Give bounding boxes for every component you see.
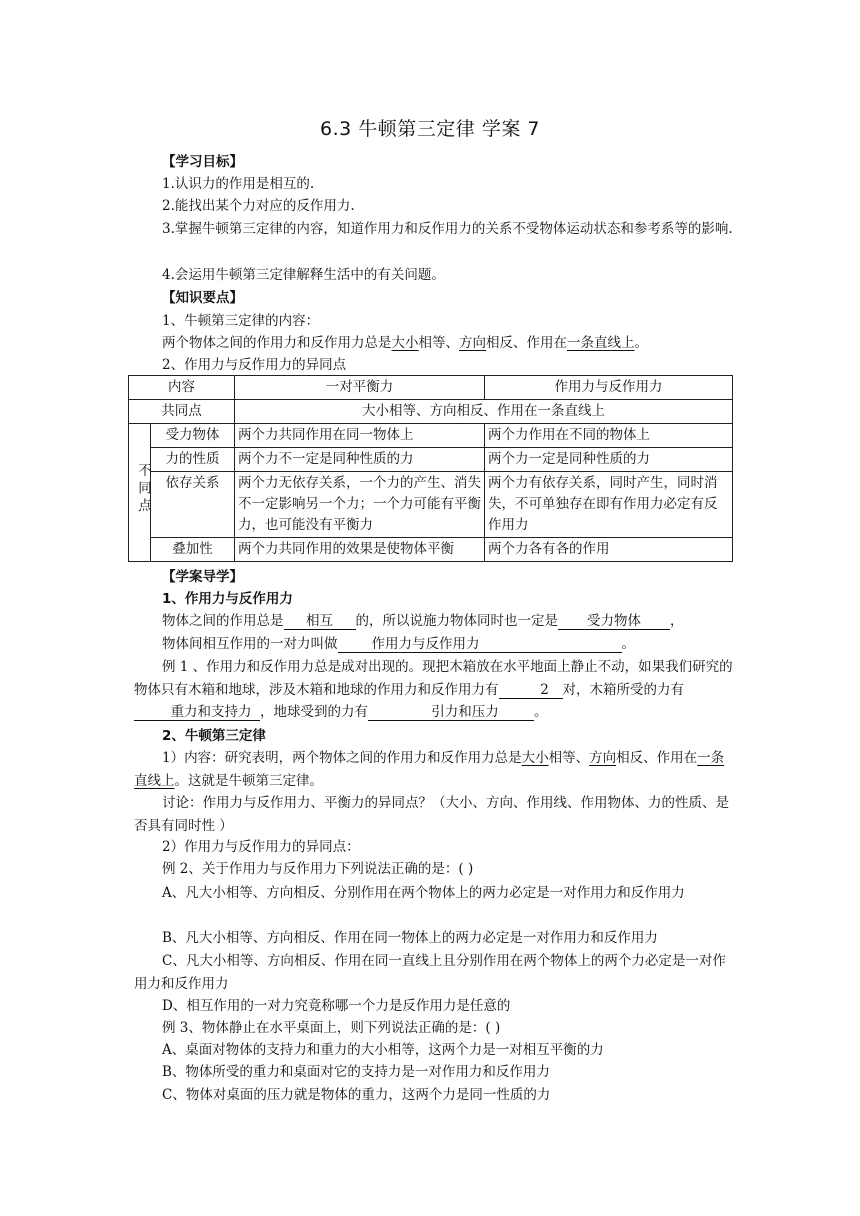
header-cell: 作用力与反作用力 xyxy=(485,376,733,400)
row-label: 依存关系 xyxy=(151,472,235,538)
keyword: 方向 xyxy=(459,335,486,351)
keyword: 大小 xyxy=(521,750,549,766)
law-content: 1）内容：研究表明，两个物体之间的作用力和反作用力总是大小相等、方向相反、作用在一条直线上。这就是牛顿第三定律。 xyxy=(134,750,725,789)
comparison-table xyxy=(128,375,733,562)
goals-heading: 【学习目标】 xyxy=(162,154,243,170)
table-row xyxy=(129,424,733,448)
row-label: 共同点 xyxy=(129,400,235,424)
table-cell: 两个力作用在不同的物体上 xyxy=(485,424,733,448)
goal-item: 3.掌握牛顿第三定律的内容，知道作用力和反作用力的关系不受物体运动状态和参考系等的影响. xyxy=(162,221,733,237)
fill-in-sentence: 物体之间的作用总是 相互 的，所以说施力物体同时也一定是 受力物体 ， xyxy=(162,613,684,629)
page-title: 6.3 牛顿第三定律 学案 7 xyxy=(320,118,540,140)
option: A、桌面对物体的支持力和重力的大小相等，这两个力是一对相互平衡的力 xyxy=(162,1042,604,1058)
table-cell: 两个力共同作用在同一物体上 xyxy=(235,424,485,448)
goal-item: 1.认识力的作用是相互的. xyxy=(162,176,315,192)
table-row xyxy=(129,400,733,424)
example-1: 例 1 、作用力和反作用力总是成对出现的。现把木箱放在水平地面上静止不动，如果我们研究的物体只有木箱和地球，涉及木箱和地球的作用力和反作用力有 2 对，木箱所受的力有重力和支持力 ，地球受到的力有 引力和压力 。 xyxy=(134,659,733,720)
option: C、凡大小相等、方向相反、作用在同一直线上且分别作用在两个物体上的两个力必定是一对作用力和反作用力 xyxy=(134,953,726,992)
answer-blank: 作用力与反作用力 xyxy=(338,636,622,653)
option: B、物体所受的重力和桌面对它的支持力是一对作用力和反作用力 xyxy=(162,1064,550,1080)
knowledge-heading: 【知识要点】 xyxy=(162,290,243,306)
table-cell: 两个力共同作用的效果是使物体平衡 xyxy=(235,538,485,562)
table-cell: 两个力一定是同种性质的力 xyxy=(485,448,733,472)
keyword: 方向 xyxy=(589,750,617,766)
answer-blank: 重力和支持力 xyxy=(134,704,260,721)
table-row xyxy=(129,448,733,472)
section-title: 1、作用力与反作用力 xyxy=(162,591,293,607)
diff-label: 不同点 xyxy=(129,424,151,562)
table-cell: 两个力各有各的作用 xyxy=(485,538,733,562)
guide-heading: 【学案导学】 xyxy=(162,569,243,585)
option: C、物体对桌面的压力就是物体的重力，这两个力是同一性质的力 xyxy=(162,1087,551,1103)
discussion: 讨论：作用力与反作用力、平衡力的异同点？（大小、方向、作用线、作用物体、力的性质、是否具有同时性 ） xyxy=(134,795,729,834)
row-label: 叠加性 xyxy=(151,538,235,562)
section-title: 2、作用力与反作用力的异同点 xyxy=(162,357,347,373)
answer-blank: 受力物体 xyxy=(558,613,670,630)
table-header-row xyxy=(129,376,733,400)
option: A、凡大小相等、方向相反、分别作用在两个物体上的两力必定是一对作用力和反作用力 xyxy=(162,885,685,901)
answer-blank: 相互 xyxy=(284,613,356,630)
goal-item: 4.会运用牛顿第三定律解释生活中的有关问题。 xyxy=(162,267,445,283)
option: B、凡大小相等、方向相反、作用在同一物体上的两力必定是一对作用力和反作用力 xyxy=(162,930,658,946)
row-label: 力的性质 xyxy=(151,448,235,472)
section-title: 1、牛顿第三定律的内容： xyxy=(162,313,320,329)
law-statement: 两个物体之间的作用力和反作用力总是大小相等、方向相反、作用在一条直线上。 xyxy=(162,335,648,351)
table-cell: 两个力不一定是同种性质的力 xyxy=(235,448,485,472)
keyword: 一条直线上 xyxy=(567,335,635,351)
table-cell: 大小相等、方向相反、作用在一条直线上 xyxy=(235,400,733,424)
option: D、相互作用的一对力究竟称哪一个力是反作用力是任意的 xyxy=(162,998,511,1014)
table-cell: 两个力有依存关系，同时产生，同时消失，不可单独存在即有作用力必定有反作用力 xyxy=(485,472,733,538)
header-cell: 内容 xyxy=(129,376,235,400)
table-row xyxy=(129,538,733,562)
subsection-title: 2）作用力与反作用力的异同点： xyxy=(162,839,360,855)
table-row xyxy=(129,472,733,538)
example-3: 例 3、物体静止在水平桌面上，则下列说法正确的是：( ) xyxy=(162,1020,501,1036)
answer-blank: 2 xyxy=(499,682,563,699)
keyword: 一条直线上 xyxy=(134,750,725,789)
header-cell: 一对平衡力 xyxy=(235,376,485,400)
table-cell: 两个力无依存关系，一个力的产生、消失不一定影响另一个力；一个力可能有平衡力，也可能没有平衡力 xyxy=(235,472,485,538)
fill-in-sentence: 物体间相互作用的一对力叫做 作用力与反作用力 。 xyxy=(162,636,635,652)
keyword: 大小 xyxy=(391,335,419,351)
example-2: 例 2、关于作用力与反作用力下列说法正确的是：( ) xyxy=(162,861,474,877)
goal-item: 2.能找出某个力对应的反作用力. xyxy=(162,198,355,214)
answer-blank: 引力和压力 xyxy=(368,704,534,721)
section-title: 2、牛顿第三定律 xyxy=(162,728,266,744)
row-label: 受力物体 xyxy=(151,424,235,448)
